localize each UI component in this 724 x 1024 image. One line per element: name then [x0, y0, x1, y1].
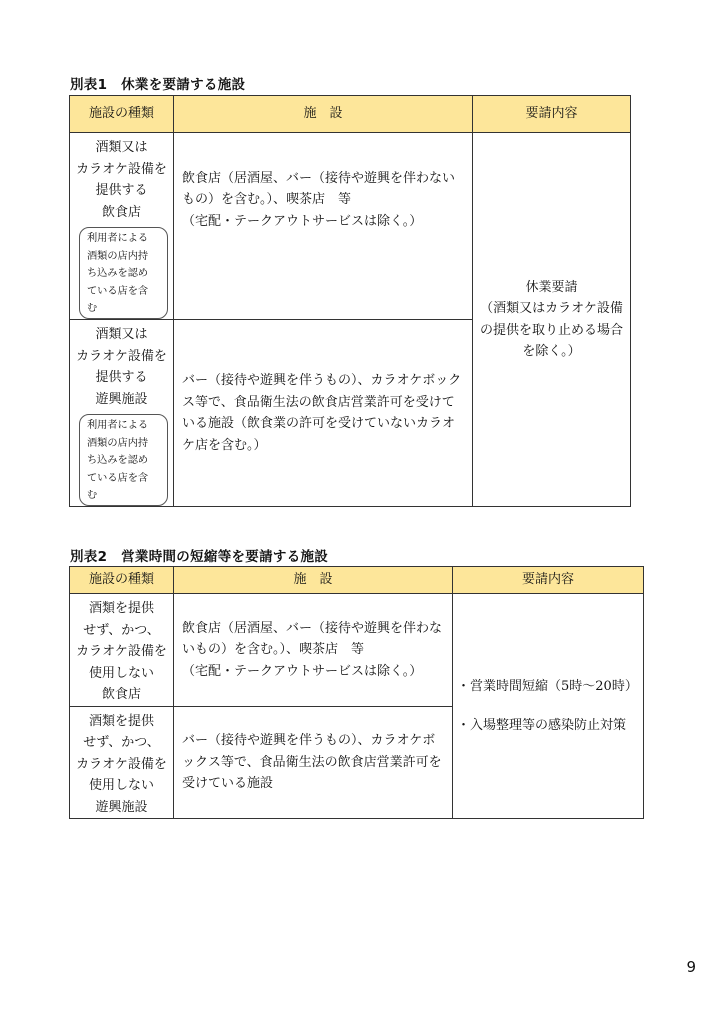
facility-cell [174, 706, 453, 819]
table1 [69, 95, 631, 507]
category-text: 酒類又は カラオケ設備を 提供する 飲食店 [76, 140, 167, 220]
facility-text: バー（接待や遊興を伴うもの）、カラオケボックス等で、食品衛生法の飲食店営業許可を受けている施設（飲食業の許可を受けていないカラオケ店を含む。） [182, 373, 462, 453]
facility-cell [174, 320, 473, 507]
request-text: 休業要請 （酒類又はカラオケ設備 の提供を取り止める場合 を除く。） [479, 279, 623, 359]
category-cell [70, 706, 174, 819]
request-cell [453, 594, 644, 819]
category-text: 酒類又は カラオケ設備を 提供する 遊興施設 [76, 327, 167, 407]
facility-text: 飲食店（居酒屋、バー（接待や遊興を伴わないもの）を含む。）、喫茶店 等 （宅配・テークアウトサービスは除く。） [182, 170, 456, 229]
note-bracket: 利用者による 酒類の店内持 ち込みを認め ている店を含 む [79, 227, 168, 319]
table2 [69, 566, 644, 819]
table2-caption: 別表2 営業時間の短縮等を要請する施設 [70, 549, 329, 565]
facility-cell [174, 133, 473, 320]
category-cell [70, 594, 174, 707]
table-row [70, 133, 631, 320]
table1-header-request: 要請内容 [473, 96, 631, 133]
facility-text: 飲食店（居酒屋、バー（接待や遊興を伴わないもの）を含む。）、喫茶店 等 （宅配・テークアウトサービスは除く。） [182, 620, 443, 679]
table-row [70, 594, 644, 707]
table1-caption: 別表1 休業を要請する施設 [70, 77, 246, 93]
table1-header-category: 施設の種類 [70, 96, 174, 133]
category-text: 酒類を提供 せず、かつ、 カラオケ設備を 使用しない 飲食店 [76, 601, 167, 702]
table2-header-facility: 施 設 [174, 567, 453, 594]
table2-header-row [70, 567, 644, 594]
table2-header-category: 施設の種類 [70, 567, 174, 594]
table1-header-facility: 施 設 [174, 96, 473, 133]
facility-cell [174, 594, 453, 707]
table2-header-request: 要請内容 [453, 567, 644, 594]
request-item: ・営業時間短縮（5時～20時） [457, 678, 638, 694]
note-bracket: 利用者による 酒類の店内持 ち込みを認め ている店を含 む [79, 414, 168, 506]
table1-header-row [70, 96, 631, 133]
category-text: 酒類を提供 せず、かつ、 カラオケ設備を 使用しない 遊興施設 [76, 713, 167, 815]
request-cell [473, 133, 631, 507]
page-number: 9 [686, 958, 696, 976]
category-cell [70, 133, 174, 320]
category-cell [70, 320, 174, 507]
facility-text: バー（接待や遊興を伴うもの）、カラオケボックス等で、食品衛生法の飲食店営業許可を受けている施設 [182, 733, 442, 791]
request-item: ・入場整理等の感染防止対策 [457, 718, 627, 733]
